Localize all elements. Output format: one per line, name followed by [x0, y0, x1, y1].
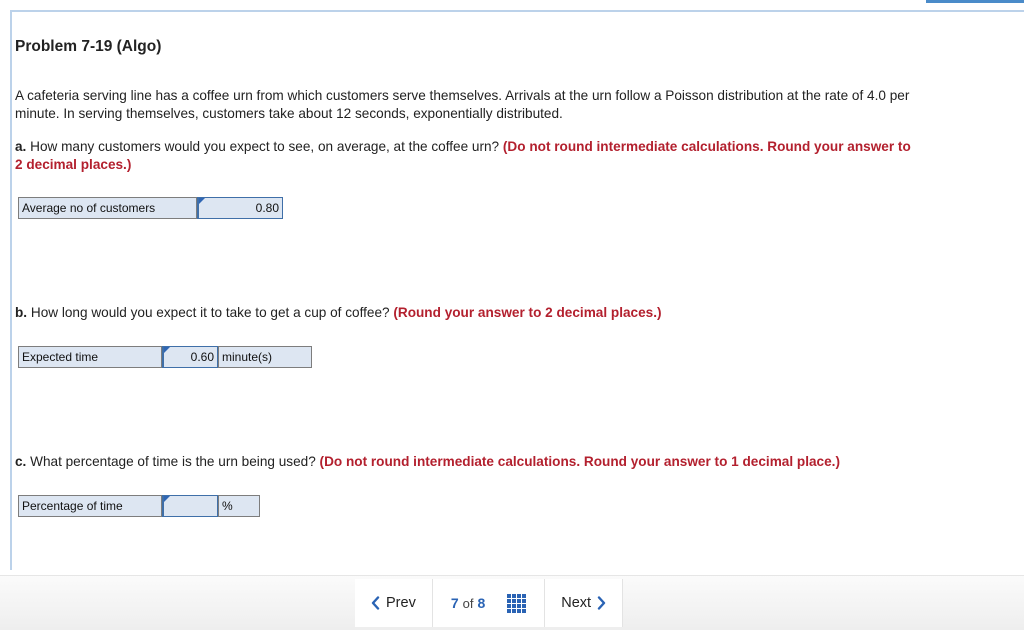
question-b-lead: b.: [15, 305, 28, 320]
answer-b-input[interactable]: 0.60: [162, 346, 218, 368]
current-page: 7: [450, 595, 459, 611]
answer-row-c: [18, 495, 260, 517]
problem-title: Problem 7-19 (Algo): [15, 38, 162, 55]
page-indicator[interactable]: [433, 579, 544, 627]
next-label: Next: [561, 595, 592, 611]
question-navigation: [355, 579, 623, 627]
question-b: [15, 304, 915, 322]
nav-divider: [622, 579, 623, 627]
answer-c-unit: %: [218, 495, 260, 517]
answer-a-label: Average no of customers: [18, 197, 197, 219]
question-c-text: What percentage of time is the urn being used?: [26, 454, 320, 469]
content-border-left: [10, 10, 12, 570]
chevron-left-icon: [371, 596, 380, 610]
question-b-hint: (Round your answer to 2 decimal places.): [393, 305, 662, 320]
problem-intro: A cafeteria serving line has a coffee urn from which customers serve themselves. Arrivals at the urn follow a Poisson distribution at the rate of 4.0 per minute. In serving themselves, customers take about 12 seconds, exponentially distributed.: [15, 88, 910, 121]
question-a: [15, 138, 915, 173]
question-c: [15, 453, 915, 471]
question-c-lead: c.: [15, 454, 27, 469]
top-accent-bar: [926, 0, 1024, 3]
answer-b-unit: minute(s): [218, 346, 312, 368]
question-a-hint: (Do not round intermediate calculations. Round your answer to 2 decimal places.): [15, 139, 911, 172]
answer-row-a: [18, 197, 283, 219]
prev-button[interactable]: [355, 579, 432, 627]
answer-c-label: Percentage of time: [18, 495, 162, 517]
question-b-text: How long would you expect it to take to get a cup of coffee?: [27, 305, 394, 320]
question-c-hint: (Do not round intermediate calculations. Round your answer to 1 decimal place.): [319, 454, 840, 469]
answer-c-input[interactable]: [162, 495, 218, 517]
content-border-top: [10, 10, 1024, 12]
answer-row-b: [18, 346, 312, 368]
question-a-lead: a.: [15, 139, 27, 154]
grid-icon: [507, 594, 526, 613]
footer-divider: [0, 575, 1024, 576]
answer-a-input[interactable]: 0.80: [197, 197, 283, 219]
page-of-label: of: [462, 595, 474, 611]
total-pages: 8: [477, 595, 486, 611]
prev-label: Prev: [386, 595, 416, 611]
next-button[interactable]: [545, 579, 622, 627]
chevron-right-icon: [597, 596, 606, 610]
answer-b-label: Expected time: [18, 346, 162, 368]
question-a-text: How many customers would you expect to see, on average, at the coffee urn?: [26, 139, 503, 154]
